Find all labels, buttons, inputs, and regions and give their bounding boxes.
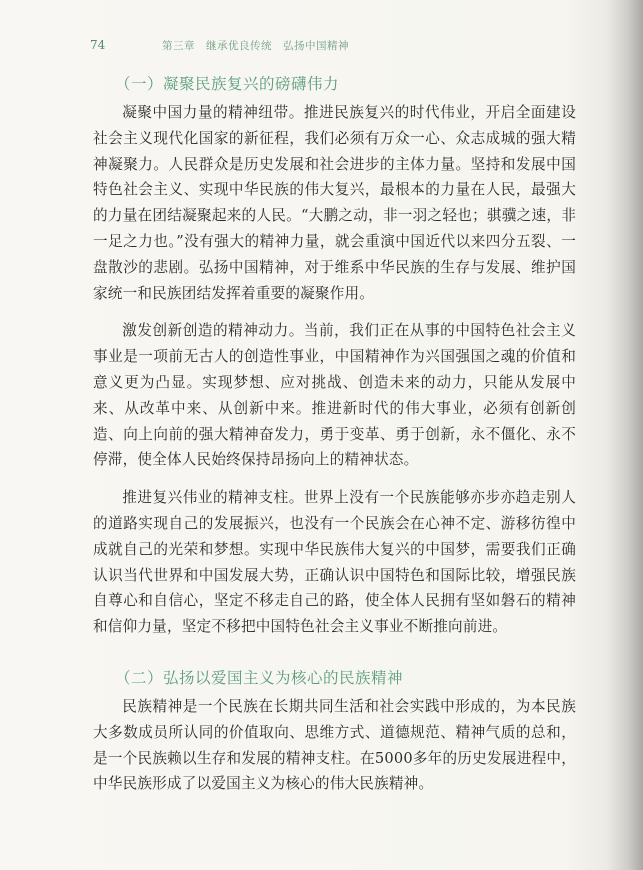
page-spine-shadow: [609, 0, 643, 870]
page-number: 74: [90, 38, 106, 52]
section-heading-2: （二）弘扬以爱国主义为核心的民族精神: [115, 668, 404, 687]
page-body: [93, 72, 576, 797]
paragraph-3: 推进复兴伟业的精神支柱。世界上没有一个民族能够亦步亦趋走别人的道路实现自己的发展振兴，也没有一个民族会在心神不定、游移彷徨中成就自己的光荣和梦想。实现中华民族伟大复兴的中国梦，需要我们正确认识当代世界和中国发展大势，正确认识中国特色和国际比较，增强民族自尊心和自信心，坚定不移走自己的路，使全体人民拥有坚如磐石的精神和信仰力量，坚定不移把中国特色社会主义事业不断推向前进。: [93, 489, 576, 636]
paragraph-4: 民族精神是一个民族在长期共同生活和社会实践中形成的，为本民族大多数成员所认同的价值取向、思维方式、道德规范、精神气质的总和，是一个民族赖以生存和发展的精神支柱。在5000多年的历史发展进程中，中华民族形成了以爱国主义为核心的伟大民族精神。: [93, 697, 576, 793]
running-title: 第三章 继承优良传统 弘扬中国精神: [162, 40, 349, 52]
paragraph-1: 凝聚中国力量的精神纽带。推进民族复兴的时代伟业，开启全面建设社会主义现代化国家的新征程，我们必须有万众一心、众志成城的强大精神凝聚力。人民群众是历史发展和社会进步的主体力量。坚持和发展中国特色社会主义、实现中华民族的伟大复兴，最根本的力量在人民，最强大的力量在团结凝聚起来的人民。“大鹏之动，非一羽之轻也；骐骥之速，非一足之力也。”没有强大的精神力量，就会重演中国近代以来四分五裂、一盘散沙的悲剧。弘扬中国精神，对于维系中华民族的生存与发展、维护国家统一和民族团结发挥着重要的凝聚作用。: [93, 104, 576, 302]
page-header: [90, 38, 583, 54]
paragraph-2: 激发创新创造的精神动力。当前，我们正在从事的中国特色社会主义事业是一项前无古人的创造性事业，中国精神作为兴国强国之魂的价值和意义更为凸显。实现梦想、应对挑战、创造未来的动力，只能从发展中来、从改革中来、从创新中来。推进新时代的伟大事业，必须有创新创造、向上向前的强大精神奋发力，勇于变革、勇于创新，永不僵化、永不停滞，使全体人民始终保持昂扬向上的精神状态。: [93, 322, 576, 469]
section-heading-1: （一）凝聚民族复兴的磅礴伟力: [115, 75, 340, 93]
